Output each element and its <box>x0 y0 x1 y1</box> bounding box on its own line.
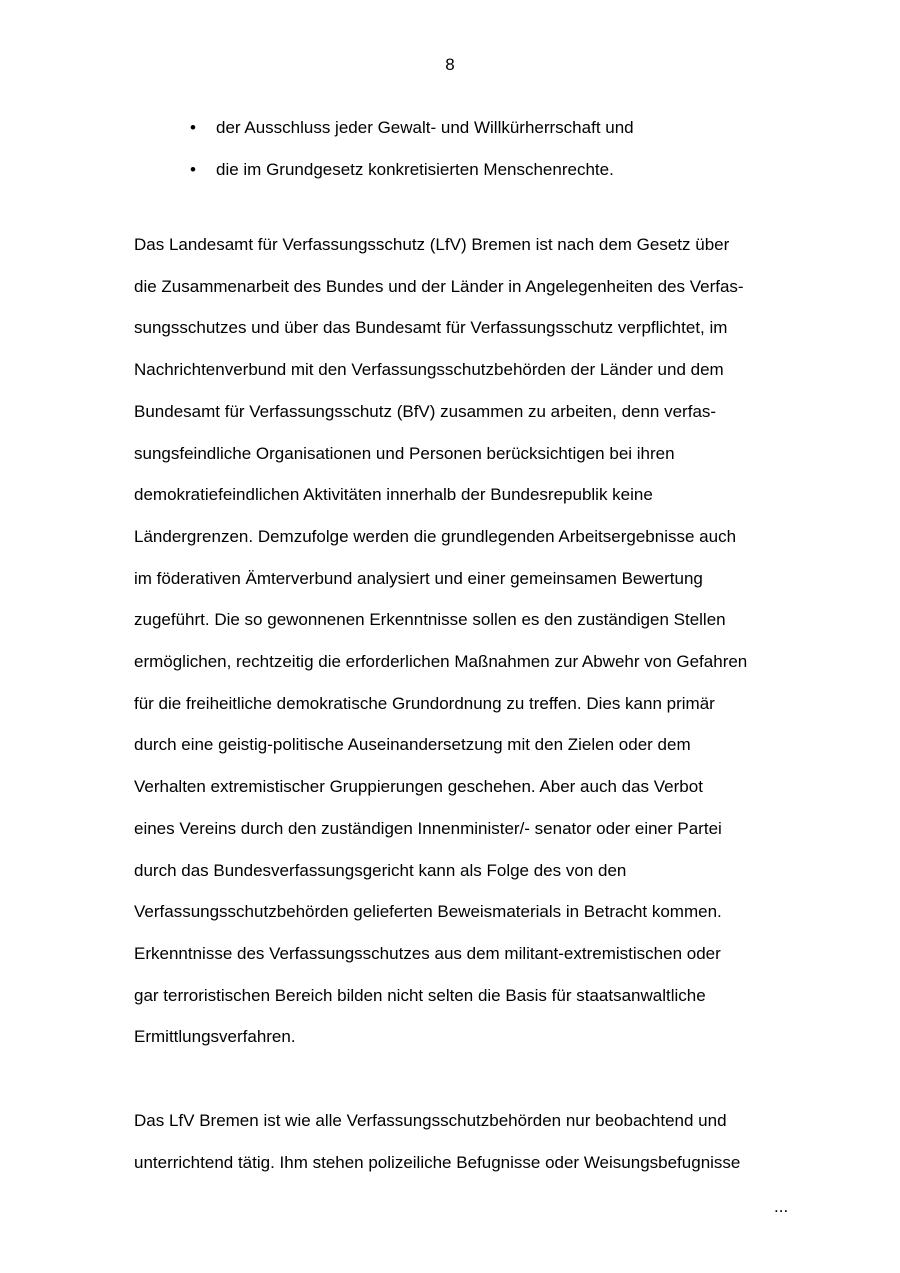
bullet-icon: • <box>190 118 196 137</box>
text-line: zugeführt. Die so gewonnenen Erkenntnisse sollen es den zuständigen Stellen <box>134 610 726 630</box>
text-line: durch eine geistig-politische Auseinandersetzung mit den Zielen oder dem <box>134 735 691 755</box>
bullet-item <box>190 149 634 191</box>
bullet-text: die im Grundgesetz konkretisierten Menschenrechte. <box>216 160 614 179</box>
bullet-icon: • <box>190 160 196 179</box>
text-line: Erkenntnisse des Verfassungsschutzes aus dem militant-extremistischen oder <box>134 943 721 963</box>
bullet-list <box>190 107 634 191</box>
text-line: gar terroristischen Bereich bilden nicht selten die Basis für staatsanwaltliche <box>134 985 706 1005</box>
text-line: sungsfeindliche Organisationen und Personen berücksichtigen bei ihren <box>134 443 675 463</box>
text-line: sungsschutzes und über das Bundesamt für Verfassungsschutz verpflichtet, im <box>134 318 728 338</box>
text-line: Das LfV Bremen ist wie alle Verfassungsschutzbehörden nur beobachtend und <box>134 1111 727 1130</box>
text-line: Nachrichtenverbund mit den Verfassungsschutzbehörden der Länder und dem <box>134 360 724 380</box>
text-line: Ermittlungsverfahren. <box>134 1027 296 1047</box>
text-line: Ländergrenzen. Demzufolge werden die grundlegenden Arbeitsergebnisse auch <box>134 526 737 546</box>
text-line: eines Vereins durch den zuständigen Innenminister/- senator oder einer Partei <box>134 818 722 838</box>
text-line: ermöglichen, rechtzeitig die erforderlichen Maßnahmen zur Abwehr von Gefahren <box>134 652 748 672</box>
text-line: für die freiheitliche demokratische Grundordnung zu treffen. Dies kann primär <box>134 693 715 713</box>
text-line: Bundesamt für Verfassungsschutz (BfV) zusammen zu arbeiten, denn verfas- <box>134 401 717 421</box>
text-line: die Zusammenarbeit des Bundes und der Länder in Angelegenheiten des Verfas- <box>134 276 744 296</box>
text-line: Verhalten extremistischer Gruppierungen geschehen. Aber auch das Verbot <box>134 777 703 797</box>
text-line: durch das Bundesverfassungsgericht kann als Folge des von den <box>134 860 627 880</box>
text-line: Verfassungsschutzbehörden gelieferten Beweismaterials in Betracht kommen. <box>134 902 722 922</box>
text-line: Das Landesamt für Verfassungsschutz (LfV) Bremen ist nach dem Gesetz über <box>134 235 730 254</box>
paragraph-lfv-cooperation <box>134 224 747 1058</box>
bullet-text: der Ausschluss jeder Gewalt- und Willkürherrschaft und <box>216 118 634 137</box>
page-number: 8 <box>445 55 455 74</box>
bullet-item <box>190 107 634 149</box>
paragraph-lfv-role <box>134 1100 740 1183</box>
text-line: unterrichtend tätig. Ihm stehen polizeiliche Befugnisse oder Weisungsbefugnisse <box>134 1152 741 1172</box>
continuation-mark: ... <box>774 1197 789 1216</box>
text-line: im föderativen Ämterverbund analysiert und einer gemeinsamen Bewertung <box>134 568 703 588</box>
text-line: demokratiefeindlichen Aktivitäten innerhalb der Bundesrepublik keine <box>134 485 653 505</box>
